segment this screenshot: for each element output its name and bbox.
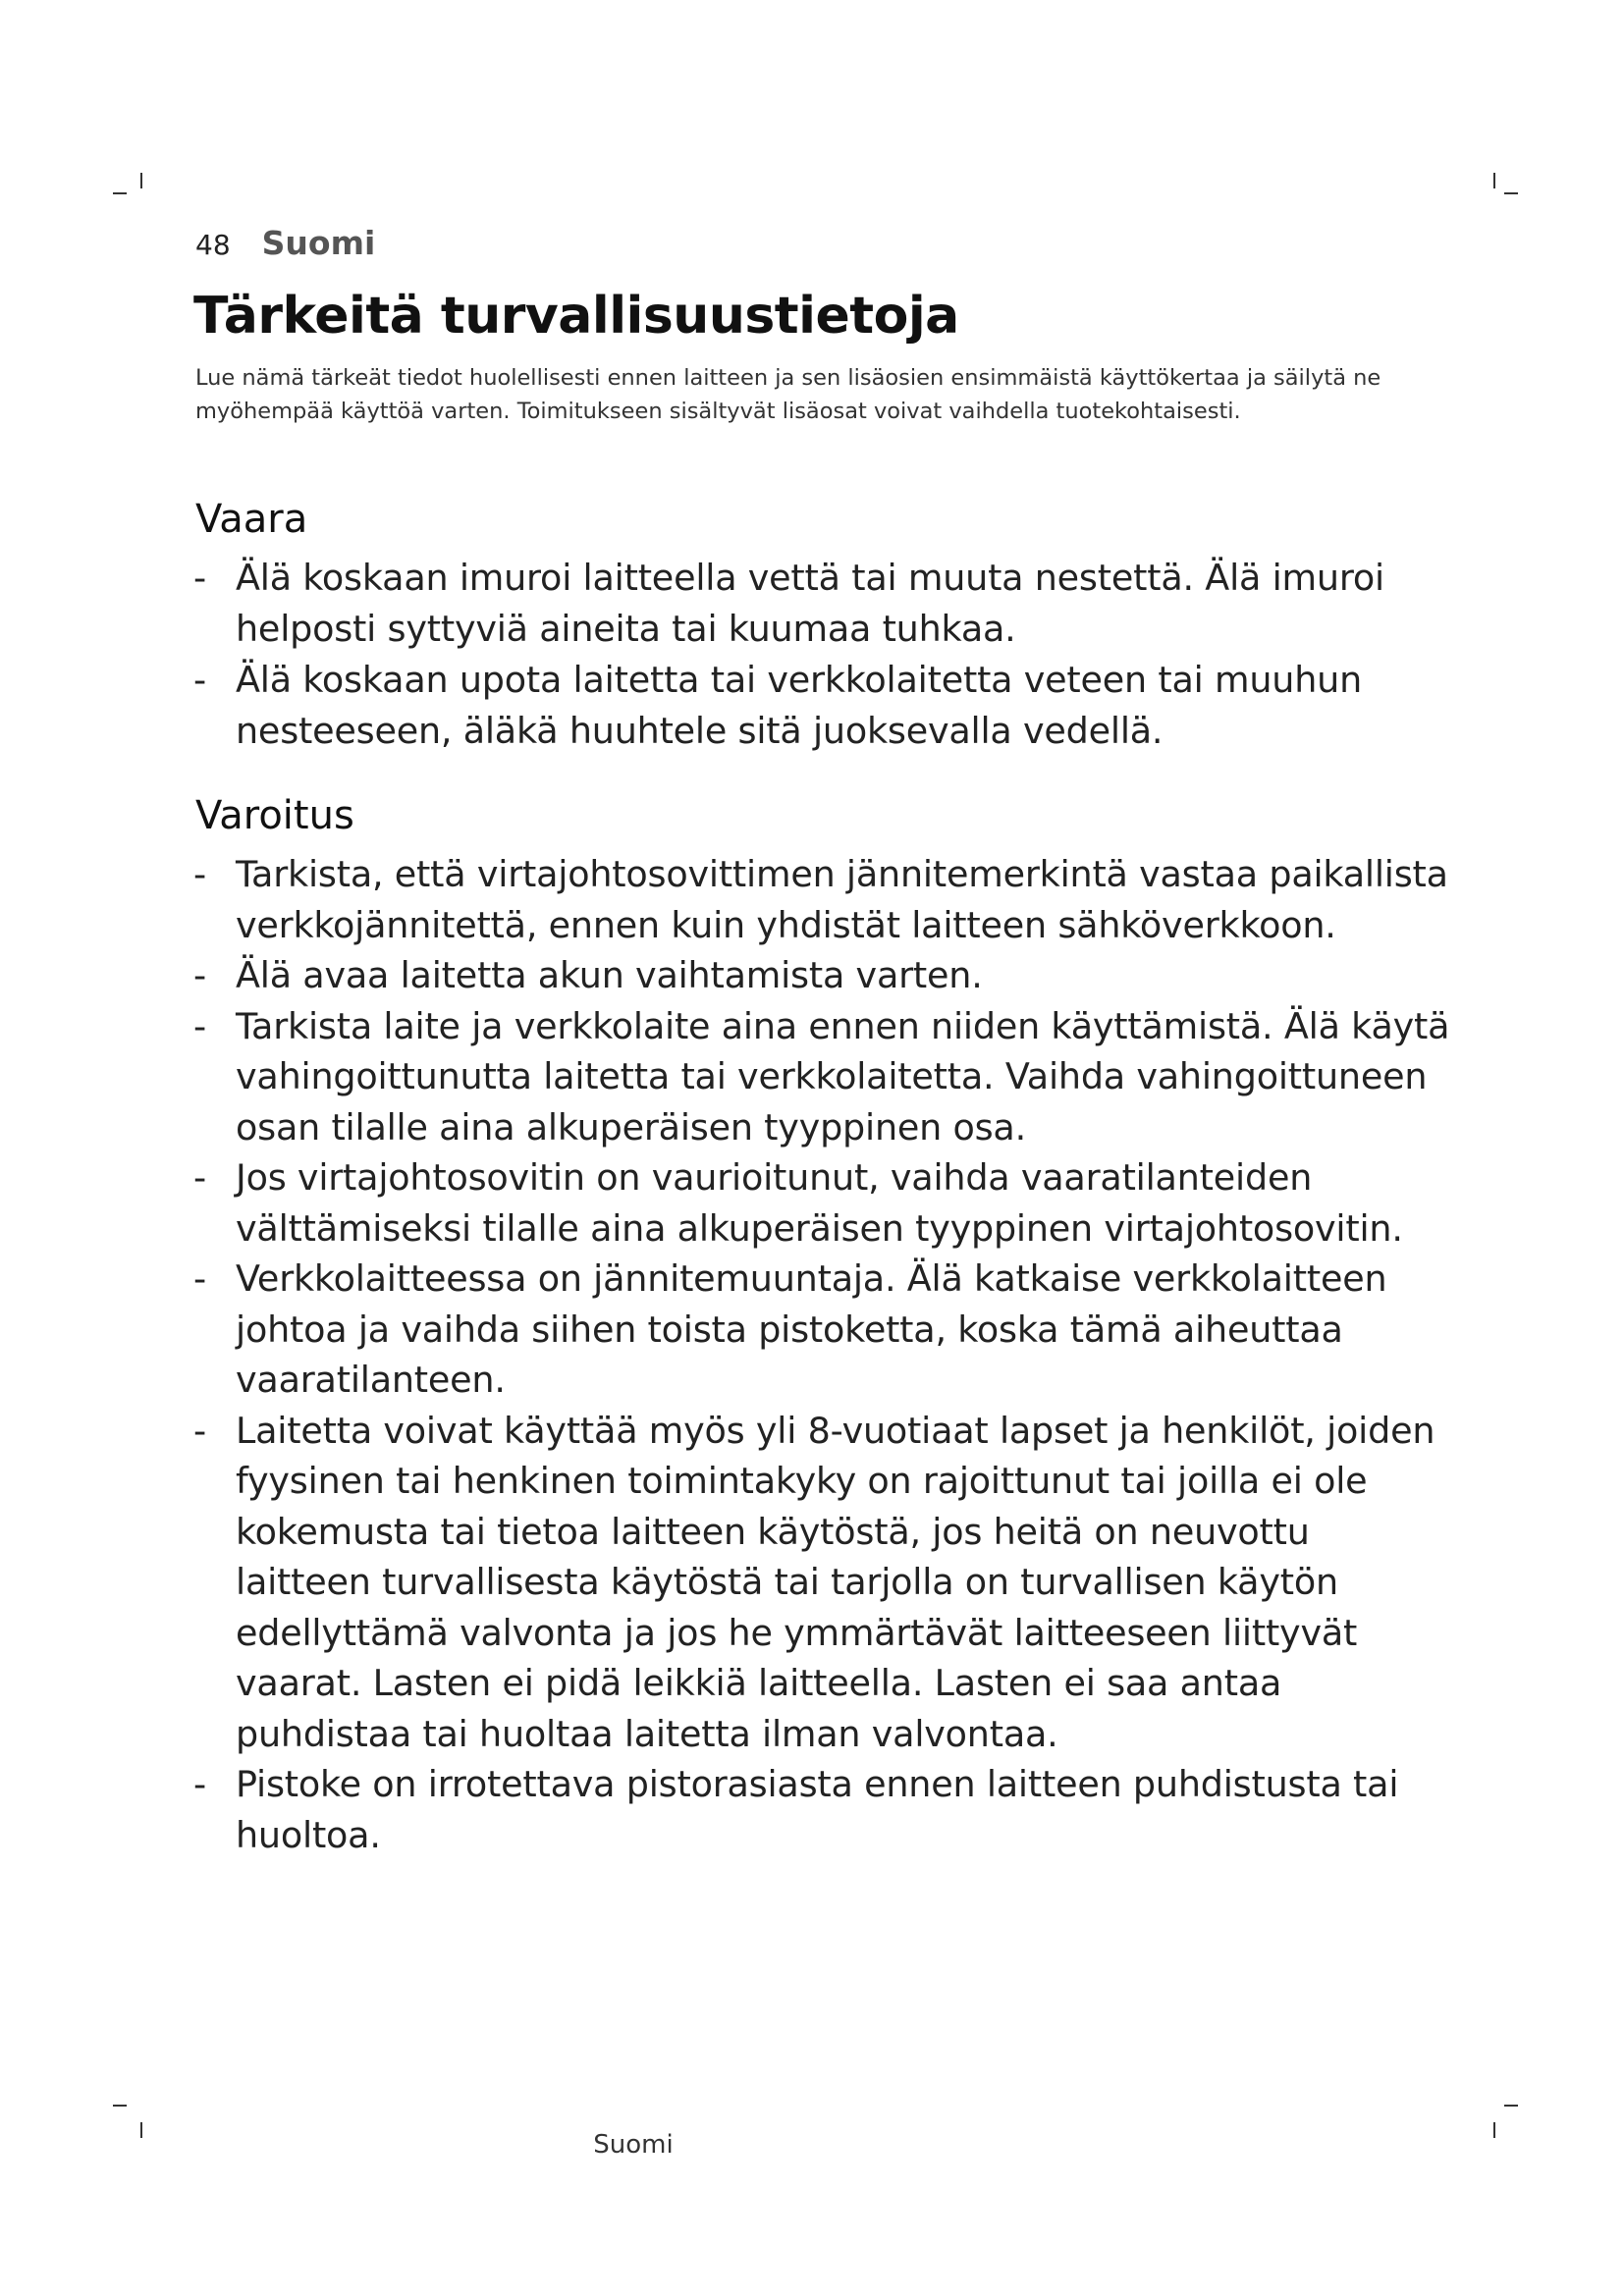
crop-mark-bottom-right-h xyxy=(1504,2105,1518,2107)
list-item-text: Verkkolaitteessa on jännitemuuntaja. Älä katkaise verkkolaitteen johtoa ja vaihda siihen toista pistoketta, koska tämä aiheuttaa vaaratilanteen. xyxy=(236,1257,1387,1401)
list-item-text: Tarkista laite ja verkkolaite aina ennen niiden käyttämistä. Älä käytä vahingoittunutta laitetta tai verkkolaitetta. Vaihda vahingoittuneen osan tilalle aina alkuperäisen tyyppinen osa. xyxy=(236,1004,1450,1148)
varoitus-list xyxy=(193,849,1450,1860)
dash-bullet: - xyxy=(193,1409,206,1452)
dash-bullet: - xyxy=(193,1763,206,1805)
page-title: Tärkeitä turvallisuustietoja xyxy=(193,287,959,346)
intro-paragraph: Lue nämä tärkeät tiedot huolellisesti ennen laitteen ja sen lisäosien ensimmäistä käyttökertaa ja säilytä ne myöhempää käyttöä varten. Toimitukseen sisältyvät lisäosat voivat vaihdella tuotekohtaisesti. xyxy=(195,365,1381,424)
list-item xyxy=(193,1254,1450,1406)
crop-mark-top-right-h xyxy=(1504,192,1518,194)
crop-mark-top-left-v xyxy=(140,173,142,188)
page-number: 48 xyxy=(195,229,231,261)
list-item xyxy=(193,655,1450,756)
list-item xyxy=(193,553,1450,654)
vaara-list xyxy=(193,553,1450,756)
list-item-text: Pistoke on irrotettava pistorasiasta ennen laitteen puhdistusta tai huoltoa. xyxy=(236,1763,1399,1856)
list-item-text: Tarkista, että virtajohtosovittimen jännitemerkintä vastaa paikallista verkkojännitettä, ennen kuin yhdistät laitteen sähköverkkoon. xyxy=(236,853,1448,946)
section-heading-varoitus: Varoitus xyxy=(195,793,354,838)
list-item-text: Älä koskaan upota laitetta tai verkkolaitetta veteen tai muuhun nesteeseen, äläkä huuhtele sitä juoksevalla vedellä. xyxy=(236,659,1363,752)
dash-bullet: - xyxy=(193,659,206,701)
list-item xyxy=(193,950,1450,1001)
crop-mark-bottom-left-h xyxy=(113,2105,127,2107)
crop-mark-bottom-right-v xyxy=(1493,2122,1495,2138)
dash-bullet: - xyxy=(193,954,206,996)
list-item xyxy=(193,1406,1450,1760)
dash-bullet: - xyxy=(193,1156,206,1199)
dash-bullet: - xyxy=(193,1004,206,1047)
crop-mark-top-right-v xyxy=(1493,173,1495,188)
footer-language: Suomi xyxy=(593,2130,674,2160)
crop-mark-top-left-h xyxy=(113,192,127,194)
dash-bullet: - xyxy=(193,853,206,895)
page-header xyxy=(195,224,375,262)
list-item xyxy=(193,1759,1450,1860)
dash-bullet: - xyxy=(193,1257,206,1300)
list-item xyxy=(193,849,1450,950)
list-item-text: Laitetta voivat käyttää myös yli 8-vuotiaat lapset ja henkilöt, joiden fyysinen tai henkinen toimintakyky on rajoittunut tai joilla ei ole kokemusta tai tietoa laitteen käytöstä, jos heitä on neuvottu laitteen turvallisesta käytöstä tai tarjolla on turvallisen käytön edellyttämä valvonta ja jos he ymmärtävät laitteeseen liittyvät vaarat. Lasten ei pidä leikkiä laitteella. Lasten ei saa antaa puhdistaa tai huoltaa laitetta ilman valvontaa. xyxy=(236,1409,1435,1755)
list-item xyxy=(193,1001,1450,1153)
list-item-text: Älä koskaan imuroi laitteella vettä tai muuta nestettä. Älä imuroi helposti syttyviä aineita tai kuumaa tuhkaa. xyxy=(236,557,1384,650)
list-item-text: Älä avaa laitetta akun vaihtamista varten. xyxy=(236,954,983,996)
header-language: Suomi xyxy=(261,224,376,262)
list-item-text: Jos virtajohtosovitin on vaurioitunut, vaihda vaaratilanteiden välttämiseksi tilalle aina alkuperäisen tyyppinen virtajohtosovitin. xyxy=(236,1156,1403,1250)
section-heading-vaara: Vaara xyxy=(195,497,308,542)
dash-bullet: - xyxy=(193,557,206,599)
list-item xyxy=(193,1152,1450,1254)
